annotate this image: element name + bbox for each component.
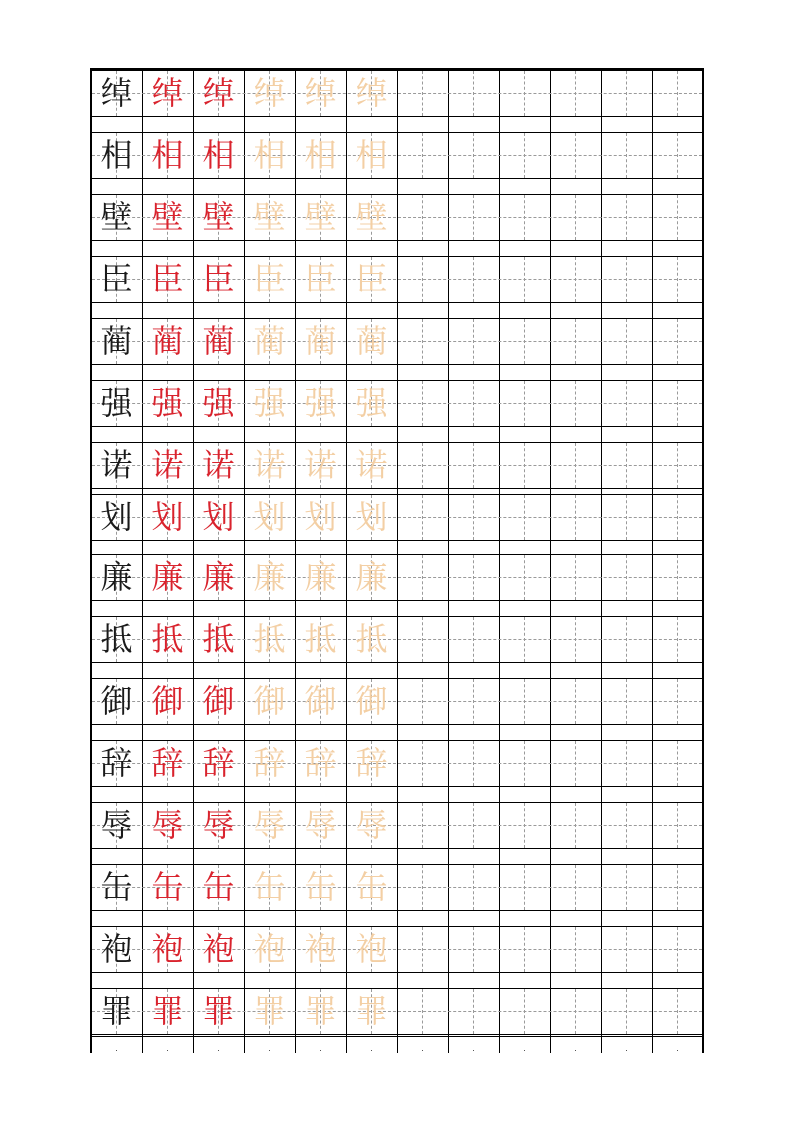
guide-line-vertical	[677, 319, 678, 364]
guide-line-vertical	[575, 803, 576, 848]
guide-line-vertical	[626, 443, 627, 488]
guide-line-vertical	[524, 927, 525, 972]
grid-line-horizontal	[91, 240, 703, 241]
character-traced-light: 缶	[355, 868, 388, 906]
guide-line-vertical	[626, 195, 627, 240]
guide-line-vertical	[473, 381, 474, 426]
guide-dot	[116, 1050, 117, 1051]
guide-line-vertical	[422, 71, 423, 116]
guide-line-vertical	[422, 443, 423, 488]
guide-line-vertical	[422, 555, 423, 600]
character-traced-light: 划	[304, 498, 337, 536]
character-traced-red: 御	[151, 682, 184, 720]
character-traced-light: 辞	[355, 744, 388, 782]
character-traced-light: 缶	[253, 868, 286, 906]
character-traced-light: 辱	[355, 806, 388, 844]
character-traced-red: 蔺	[202, 322, 235, 360]
grid-line-horizontal	[91, 488, 703, 489]
guide-line-vertical	[473, 679, 474, 724]
guide-dot	[473, 1050, 474, 1051]
guide-line-vertical	[626, 71, 627, 116]
guide-line-vertical	[473, 319, 474, 364]
guide-line-vertical	[473, 71, 474, 116]
guide-line-vertical	[677, 865, 678, 910]
character-traced-red: 廉	[151, 558, 184, 596]
character-traced-light: 诺	[355, 446, 388, 484]
guide-line-vertical	[677, 381, 678, 426]
guide-line-vertical	[473, 555, 474, 600]
guide-line-vertical	[677, 133, 678, 178]
guide-line-vertical	[575, 319, 576, 364]
guide-line-vertical	[677, 495, 678, 540]
guide-line-vertical	[626, 319, 627, 364]
character-traced-red: 辱	[202, 806, 235, 844]
guide-dot	[626, 1050, 627, 1051]
character-traced-light: 臣	[355, 260, 388, 298]
character-model: 绰	[100, 74, 133, 112]
grid-line-horizontal	[91, 600, 703, 601]
grid-line-vertical	[550, 68, 551, 1053]
character-traced-light: 辱	[253, 806, 286, 844]
guide-line-vertical	[422, 381, 423, 426]
guide-line-vertical	[422, 495, 423, 540]
character-traced-light: 壁	[355, 198, 388, 236]
guide-line-vertical	[575, 865, 576, 910]
character-traced-red: 抵	[202, 620, 235, 658]
guide-line-vertical	[677, 71, 678, 116]
guide-dot	[422, 1050, 423, 1051]
guide-line-vertical	[677, 195, 678, 240]
guide-line-vertical	[626, 865, 627, 910]
character-traced-red: 相	[151, 136, 184, 174]
guide-line-vertical	[677, 803, 678, 848]
character-model: 强	[100, 384, 133, 422]
guide-line-vertical	[575, 257, 576, 302]
grid-line-horizontal	[91, 426, 703, 427]
guide-line-vertical	[626, 617, 627, 662]
guide-dot	[524, 1050, 525, 1051]
character-traced-light: 绰	[355, 74, 388, 112]
guide-line-vertical	[677, 679, 678, 724]
guide-line-vertical	[422, 927, 423, 972]
grid-line-vertical	[601, 68, 602, 1053]
guide-line-vertical	[422, 803, 423, 848]
guide-line-vertical	[524, 257, 525, 302]
guide-line-vertical	[626, 803, 627, 848]
guide-line-vertical	[524, 319, 525, 364]
grid-line-horizontal	[91, 1034, 703, 1035]
guide-line-vertical	[677, 257, 678, 302]
character-traced-red: 强	[202, 384, 235, 422]
character-traced-light: 御	[253, 682, 286, 720]
grid-line-horizontal	[91, 1036, 703, 1037]
character-traced-red: 廉	[202, 558, 235, 596]
character-model: 辱	[100, 806, 133, 844]
guide-line-vertical	[575, 679, 576, 724]
character-traced-light: 抵	[355, 620, 388, 658]
character-traced-red: 划	[151, 498, 184, 536]
grid-line-vertical	[652, 68, 653, 1053]
character-traced-light: 划	[253, 498, 286, 536]
guide-dot	[575, 1050, 576, 1051]
character-traced-red: 相	[202, 136, 235, 174]
guide-line-vertical	[422, 133, 423, 178]
grid-line-horizontal	[91, 178, 703, 179]
guide-line-vertical	[473, 495, 474, 540]
character-traced-light: 诺	[304, 446, 337, 484]
character-model: 划	[100, 498, 133, 536]
guide-line-vertical	[473, 617, 474, 662]
guide-line-vertical	[473, 741, 474, 786]
character-traced-light: 罪	[355, 992, 388, 1030]
guide-line-vertical	[473, 257, 474, 302]
character-traced-light: 相	[355, 136, 388, 174]
grid-border-vertical	[702, 68, 704, 1053]
character-traced-red: 壁	[151, 198, 184, 236]
guide-line-vertical	[677, 443, 678, 488]
character-traced-red: 罪	[202, 992, 235, 1030]
grid-line-horizontal	[91, 116, 703, 117]
character-traced-light: 缶	[304, 868, 337, 906]
character-traced-light: 蔺	[253, 322, 286, 360]
grid-line-horizontal	[91, 302, 703, 303]
character-traced-light: 抵	[304, 620, 337, 658]
character-traced-red: 诺	[151, 446, 184, 484]
grid-line-vertical	[448, 68, 449, 1053]
guide-dot	[320, 1050, 321, 1051]
guide-line-vertical	[575, 495, 576, 540]
guide-line-vertical	[524, 443, 525, 488]
character-traced-light: 袍	[304, 930, 337, 968]
guide-line-vertical	[575, 741, 576, 786]
character-model: 抵	[100, 620, 133, 658]
guide-line-vertical	[524, 741, 525, 786]
guide-line-vertical	[575, 71, 576, 116]
guide-line-vertical	[524, 555, 525, 600]
character-traced-light: 辞	[304, 744, 337, 782]
guide-line-vertical	[524, 865, 525, 910]
character-model: 御	[100, 682, 133, 720]
guide-dot	[371, 1050, 372, 1051]
character-traced-red: 臣	[151, 260, 184, 298]
character-traced-red: 辱	[151, 806, 184, 844]
character-traced-light: 相	[253, 136, 286, 174]
guide-dot	[269, 1050, 270, 1051]
character-traced-light: 抵	[253, 620, 286, 658]
character-traced-red: 强	[151, 384, 184, 422]
guide-line-vertical	[422, 865, 423, 910]
guide-line-vertical	[575, 381, 576, 426]
guide-line-vertical	[422, 989, 423, 1034]
grid-line-horizontal	[91, 786, 703, 787]
guide-line-vertical	[422, 617, 423, 662]
character-traced-light: 御	[355, 682, 388, 720]
guide-line-vertical	[575, 195, 576, 240]
guide-line-vertical	[677, 989, 678, 1034]
character-traced-light: 壁	[304, 198, 337, 236]
character-traced-light: 壁	[253, 198, 286, 236]
guide-line-vertical	[626, 257, 627, 302]
grid-line-horizontal	[91, 540, 703, 541]
character-traced-light: 御	[304, 682, 337, 720]
character-traced-red: 抵	[151, 620, 184, 658]
character-model: 廉	[100, 558, 133, 596]
guide-line-vertical	[626, 927, 627, 972]
guide-line-vertical	[626, 679, 627, 724]
character-traced-red: 御	[202, 682, 235, 720]
guide-line-vertical	[626, 495, 627, 540]
grid-line-horizontal	[91, 972, 703, 973]
character-traced-red: 罪	[151, 992, 184, 1030]
guide-line-vertical	[422, 679, 423, 724]
character-traced-light: 蔺	[355, 322, 388, 360]
character-traced-light: 罪	[304, 992, 337, 1030]
character-traced-light: 划	[355, 498, 388, 536]
guide-line-vertical	[524, 495, 525, 540]
character-traced-light: 臣	[304, 260, 337, 298]
guide-dot	[218, 1050, 219, 1051]
character-traced-light: 强	[355, 384, 388, 422]
guide-line-vertical	[524, 381, 525, 426]
guide-line-vertical	[524, 803, 525, 848]
guide-line-vertical	[524, 133, 525, 178]
guide-line-vertical	[575, 555, 576, 600]
grid-line-vertical	[397, 68, 398, 1053]
guide-line-vertical	[626, 133, 627, 178]
grid-line-horizontal	[91, 662, 703, 663]
guide-line-vertical	[524, 195, 525, 240]
guide-line-vertical	[473, 195, 474, 240]
character-traced-light: 袍	[253, 930, 286, 968]
guide-line-vertical	[626, 741, 627, 786]
guide-line-vertical	[575, 617, 576, 662]
grid-line-horizontal	[91, 848, 703, 849]
guide-line-vertical	[473, 927, 474, 972]
guide-line-vertical	[524, 71, 525, 116]
grid-line-vertical	[499, 68, 500, 1053]
guide-line-vertical	[524, 679, 525, 724]
character-traced-red: 壁	[202, 198, 235, 236]
character-traced-red: 绰	[151, 74, 184, 112]
character-traced-light: 相	[304, 136, 337, 174]
guide-line-vertical	[677, 927, 678, 972]
character-traced-red: 缶	[151, 868, 184, 906]
character-model: 相	[100, 136, 133, 174]
character-model: 辞	[100, 744, 133, 782]
character-traced-light: 蔺	[304, 322, 337, 360]
guide-dot	[677, 1050, 678, 1051]
character-traced-light: 诺	[253, 446, 286, 484]
guide-line-vertical	[473, 443, 474, 488]
guide-line-vertical	[524, 989, 525, 1034]
character-traced-light: 臣	[253, 260, 286, 298]
character-model: 蔺	[100, 322, 133, 360]
character-traced-red: 诺	[202, 446, 235, 484]
character-model: 罪	[100, 992, 133, 1030]
guide-line-vertical	[473, 803, 474, 848]
character-model: 袍	[100, 930, 133, 968]
character-traced-red: 划	[202, 498, 235, 536]
guide-line-vertical	[626, 381, 627, 426]
character-traced-red: 辞	[151, 744, 184, 782]
character-traced-red: 缶	[202, 868, 235, 906]
guide-line-vertical	[422, 741, 423, 786]
character-traced-light: 廉	[253, 558, 286, 596]
guide-line-vertical	[422, 319, 423, 364]
guide-line-vertical	[473, 865, 474, 910]
character-traced-red: 辞	[202, 744, 235, 782]
guide-dot	[167, 1050, 168, 1051]
character-traced-light: 辞	[253, 744, 286, 782]
character-traced-light: 强	[253, 384, 286, 422]
guide-line-vertical	[524, 617, 525, 662]
guide-line-vertical	[575, 133, 576, 178]
guide-line-vertical	[626, 989, 627, 1034]
character-traced-light: 廉	[304, 558, 337, 596]
character-traced-light: 辱	[304, 806, 337, 844]
guide-line-vertical	[575, 989, 576, 1034]
character-traced-light: 袍	[355, 930, 388, 968]
character-traced-red: 绰	[202, 74, 235, 112]
character-model: 缶	[100, 868, 133, 906]
guide-line-vertical	[677, 617, 678, 662]
character-traced-light: 绰	[253, 74, 286, 112]
guide-line-vertical	[473, 133, 474, 178]
guide-line-vertical	[422, 195, 423, 240]
guide-line-vertical	[473, 989, 474, 1034]
character-traced-light: 廉	[355, 558, 388, 596]
guide-line-vertical	[575, 927, 576, 972]
guide-line-vertical	[422, 257, 423, 302]
grid-line-horizontal	[91, 910, 703, 911]
guide-line-vertical	[677, 555, 678, 600]
guide-line-vertical	[626, 555, 627, 600]
character-traced-light: 强	[304, 384, 337, 422]
grid-line-horizontal	[91, 724, 703, 725]
character-traced-red: 蔺	[151, 322, 184, 360]
guide-line-vertical	[575, 443, 576, 488]
grid-line-horizontal	[91, 364, 703, 365]
guide-line-vertical	[677, 741, 678, 786]
character-traced-light: 罪	[253, 992, 286, 1030]
character-traced-light: 绰	[304, 74, 337, 112]
character-model: 壁	[100, 198, 133, 236]
character-model: 臣	[100, 260, 133, 298]
character-traced-red: 袍	[202, 930, 235, 968]
character-model: 诺	[100, 446, 133, 484]
character-traced-red: 臣	[202, 260, 235, 298]
character-traced-red: 袍	[151, 930, 184, 968]
